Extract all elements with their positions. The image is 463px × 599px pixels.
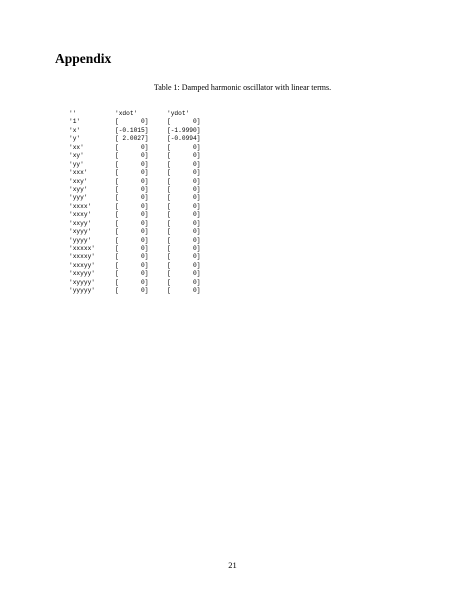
table-cell: [ 0] xyxy=(167,194,201,202)
table-cell: [ 0] xyxy=(167,287,201,295)
table-cell: [ 0] xyxy=(167,160,201,168)
table-cell: 'y' xyxy=(69,135,81,143)
section-heading: Appendix xyxy=(55,51,112,66)
table-cell: 'yyy' xyxy=(69,194,88,202)
table-cell: [ 0] xyxy=(167,152,201,160)
table-cell: 'x' xyxy=(69,126,81,134)
table-cell: 'xxxx' xyxy=(69,202,92,210)
table-cell: [ 0] xyxy=(115,236,149,244)
table-cell: 'xxy' xyxy=(69,177,88,185)
table-cell: [ 0] xyxy=(115,245,149,252)
table-cell: [ 0] xyxy=(115,152,149,160)
table-row xyxy=(69,194,217,202)
table-cell: [ 0] xyxy=(115,278,149,286)
table-cell: [ 0] xyxy=(115,118,149,126)
table-row xyxy=(69,245,217,253)
table-cell: [ 2.0027] xyxy=(115,135,149,143)
table-row xyxy=(69,220,217,228)
table-cell: 'xxxy' xyxy=(69,211,92,219)
table-row xyxy=(69,270,217,278)
table-row xyxy=(69,144,217,152)
table-cell: [ 0] xyxy=(167,143,201,151)
table-cell: [ 0] xyxy=(167,185,201,193)
table-cell: 'xyyy' xyxy=(69,228,92,236)
page-number: 21 xyxy=(228,560,237,570)
table-row xyxy=(69,152,217,160)
table-cell: 'xyyyy' xyxy=(69,278,95,286)
table-cell: [-0.0994] xyxy=(167,135,201,143)
table-cell: [ 0] xyxy=(167,169,201,177)
table-cell: [ 0] xyxy=(167,118,201,126)
table-cell: 'xxx' xyxy=(69,169,88,177)
table-cell: [ 0] xyxy=(115,194,149,202)
table-cell: 'yy' xyxy=(69,160,84,168)
table-cell: [ 0] xyxy=(115,261,149,269)
table-cell: [ 0] xyxy=(115,287,149,295)
table-cell: [ 0] xyxy=(115,185,149,193)
table-cell: [ 0] xyxy=(167,211,201,219)
table-row xyxy=(69,228,217,236)
table-cell: [ 0] xyxy=(167,228,201,236)
table-caption: Table 1: Damped harmonic oscillator with linear terms. xyxy=(153,83,332,92)
table-cell: [ 0] xyxy=(115,270,149,278)
table-row xyxy=(69,169,217,177)
table-row xyxy=(69,135,217,143)
table-cell: [-0.1015] xyxy=(115,126,149,134)
table-row xyxy=(69,203,217,211)
table-cell: [ 0] xyxy=(115,253,149,261)
table-row xyxy=(69,279,217,287)
table-cell: [ 0] xyxy=(167,261,201,269)
table-cell: [-1.9990] xyxy=(167,126,201,134)
table-cell: 'yyyyy' xyxy=(69,287,95,295)
table-cell: [ 0] xyxy=(115,177,149,185)
table-header-row xyxy=(69,110,217,118)
header-cell: '' xyxy=(69,110,77,117)
table-cell: [ 0] xyxy=(167,253,201,261)
table-cell: [ 0] xyxy=(115,228,149,236)
table-cell: 'xxyy' xyxy=(69,219,92,227)
table-cell: [ 0] xyxy=(167,236,201,244)
table-cell: 'xx' xyxy=(69,143,84,151)
table-cell: [ 0] xyxy=(167,219,201,227)
table-cell: [ 0] xyxy=(167,278,201,286)
table-cell: [ 0] xyxy=(115,202,149,210)
table-cell: 'xxxxy' xyxy=(69,253,95,261)
table-cell: 'xy' xyxy=(69,152,84,160)
table-cell: [ 0] xyxy=(115,211,149,219)
table-row xyxy=(69,287,217,295)
table-cell: [ 0] xyxy=(167,202,201,210)
table-row xyxy=(69,237,217,245)
table-cell: [ 0] xyxy=(115,160,149,168)
table-row xyxy=(69,262,217,270)
table-row xyxy=(69,253,217,261)
table-row xyxy=(69,186,217,194)
table-row xyxy=(69,127,217,135)
table-cell: [ 0] xyxy=(115,169,149,177)
table-row xyxy=(69,161,217,169)
coefficient-table xyxy=(69,110,217,296)
table-cell: 'xxxyy' xyxy=(69,261,95,269)
header-cell: 'xdot' xyxy=(115,110,138,117)
table-cell: 'xxyyy' xyxy=(69,270,95,278)
table-row xyxy=(69,211,217,219)
table-cell: '1' xyxy=(69,118,81,126)
table-body xyxy=(69,118,217,295)
table-cell: 'xxxxx' xyxy=(69,245,95,252)
table-cell: [ 0] xyxy=(115,219,149,227)
header-cell: 'ydot' xyxy=(167,110,190,117)
table-cell: [ 0] xyxy=(167,245,201,252)
table-cell: [ 0] xyxy=(167,177,201,185)
table-cell: [ 0] xyxy=(115,143,149,151)
table-row xyxy=(69,118,217,126)
table-cell: 'yyyy' xyxy=(69,236,92,244)
table-cell: [ 0] xyxy=(167,270,201,278)
table-cell: 'xyy' xyxy=(69,185,88,193)
table-row xyxy=(69,178,217,186)
